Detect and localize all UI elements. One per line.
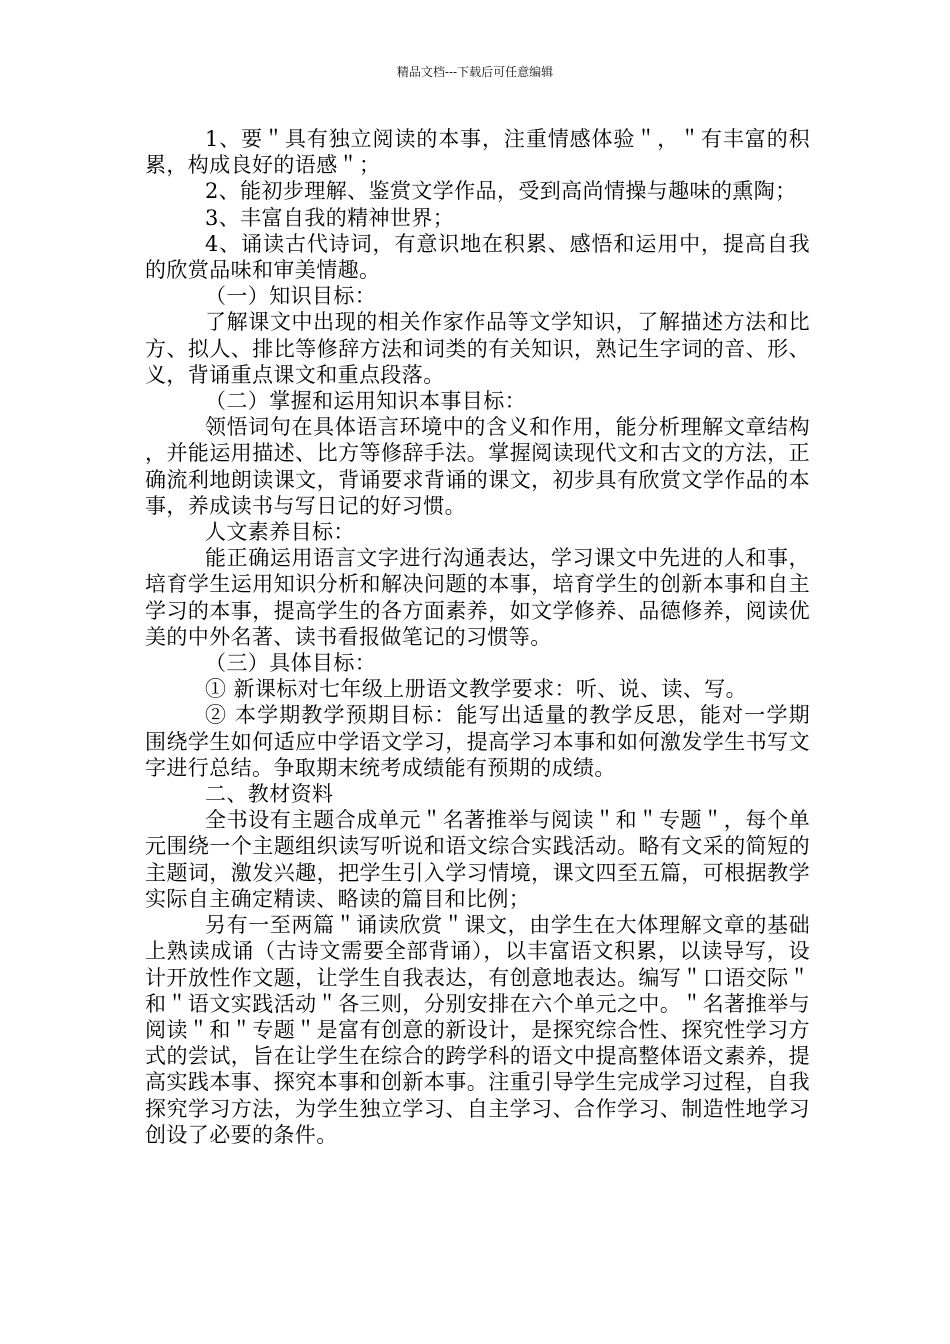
paragraph-goal-1: 1、要＂具有独立阅读的本事，注重情感体验＂，＂有丰富的积累，构成良好的语感＂； xyxy=(145,127,810,178)
heading-ability-goals: （二）掌握和运用知识本事目标： xyxy=(205,389,526,414)
paragraph-textbook-recitation: 另有一至两篇＂诵读欣赏＂课文，由学生在大体理解文章的基础上熟读成诵（古诗文需要全部背诵），以丰富语文积累，以读导写，设计开放性作文题，让学生自我表达，有创意地表达。编写＂口语交际＂和＂语文实践活动＂各三则，分别安排在六个单元之中。＂名著推举与阅读＂和＂专题＂是富有创意的新设计，是探究综合性、探究性学习方式的尝试，旨在让学生在综合的跨学科的语文中提高整体语文素养，提高实践本事、探究本事和创新本事。注重引导学生完成学习过程，自我探究学习方法，为学生独立学习、自主学习、合作学习、制造性地学习创设了必要的条件。 xyxy=(145,913,810,1147)
paragraph-specific-goal-2: ② 本学期教学预期目标：能写出适量的教学反思，能对一学期围绕学生如何适应中学语文学习，提高学习本事和如何激发学生书写文字进行总结。争取期末统考成绩能有预期的成绩。 xyxy=(145,703,810,780)
paragraph-goal-4: 4、诵读古代诗词，有意识地在积累、感悟和运用中，提高自我的欣赏品味和审美情趣。 xyxy=(145,231,810,283)
heading-humanities-goals: 人文素养目标： xyxy=(205,520,355,545)
paragraph-goal-2: 2、能初步理解、鉴赏文学作品，受到高尚情操与趣味的熏陶； xyxy=(205,179,797,204)
paragraph-textbook-structure: 全书设有主题合成单元＂名著推举与阅读＂和＂专题＂，每个单元围绕一个主题组织读写听说和语文综合实践活动。略有文采的简短的主题词，激发兴趣，把学生引入学习情境，课文四至五篇，可根据教学实际自主确定精读、略读的篇目和比例； xyxy=(145,808,810,911)
paragraph-ability-goals: 领悟词句在具体语言环境中的含义和作用，能分析理解文章结构，并能运用描述、比方等修辞手法。掌握阅读现代文和古文的方法，正确流利地朗读课文，背诵要求背诵的课文，初步具有欣赏文学作品的本事，养成读书与写日记的好习惯。 xyxy=(145,415,810,518)
paragraph-goal-3: 3、丰富自我的精神世界； xyxy=(205,205,455,230)
paragraph-knowledge-goals: 了解课文中出现的相关作家作品等文学知识，了解描述方法和比方、拟人、排比等修辞方法和词类的有关知识，熟记生字词的音、形、义，背诵重点课文和重点段落。 xyxy=(145,310,810,387)
paragraph-humanities-goals: 能正确运用语言文字进行沟通表达，学习课文中先进的人和事，培育学生运用知识分析和解决问题的本事，培育学生的创新本事和自主学习的本事，提高学生的各方面素养，如文学修养、品德修养，阅读优美的中外名著、读书看报做笔记的习惯等。 xyxy=(145,546,810,649)
heading-knowledge-goals: （一）知识目标： xyxy=(205,284,377,309)
heading-specific-goals: （三）具体目标： xyxy=(205,651,377,676)
heading-textbook-materials: 二、教材资料 xyxy=(205,782,334,807)
document-body xyxy=(145,126,810,1148)
page-header: 精品文档---下载后可任意编辑 xyxy=(396,65,554,79)
paragraph-specific-goal-1: ① 新课标对七年级上册语文教学要求：听、说、读、写。 xyxy=(205,677,748,702)
